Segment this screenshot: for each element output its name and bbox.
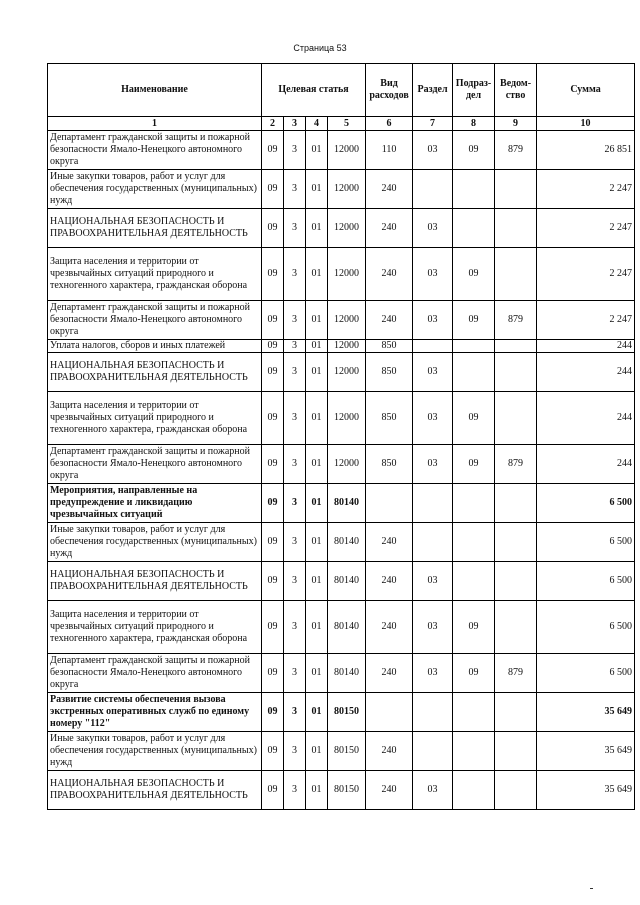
header-podrazdel: Подраз-дел [453, 64, 495, 117]
header-name: Наименование [48, 64, 262, 117]
target-part-1: 09 [262, 484, 284, 523]
target-part-2: 3 [284, 562, 306, 601]
table-row [48, 340, 635, 353]
col-number: 3 [284, 117, 306, 131]
target-part-3: 01 [306, 445, 328, 484]
target-part-1: 09 [262, 693, 284, 732]
table-row [48, 771, 635, 810]
row-name: Защита населения и территории от чрезвычайных ситуаций природного и техногенного характера, гражданская оборона [48, 248, 262, 301]
target-part-1: 09 [262, 445, 284, 484]
col-number: 2 [262, 117, 284, 131]
row-name: Иные закупки товаров, работ и услуг для обеспечения государственных (муниципальных) нужд [48, 523, 262, 562]
razdel-cell: 03 [413, 301, 453, 340]
col-number: 9 [495, 117, 537, 131]
summa-cell: 35 649 [537, 693, 635, 732]
target-part-3: 01 [306, 392, 328, 445]
row-name: НАЦИОНАЛЬНАЯ БЕЗОПАСНОСТЬ И ПРАВООХРАНИТЕЛЬНАЯ ДЕЯТЕЛЬНОСТЬ [48, 562, 262, 601]
row-name: НАЦИОНАЛЬНАЯ БЕЗОПАСНОСТЬ И ПРАВООХРАНИТЕЛЬНАЯ ДЕЯТЕЛЬНОСТЬ [48, 353, 262, 392]
vedomstvo-cell: 879 [495, 131, 537, 170]
vedomstvo-cell [495, 693, 537, 732]
table-row [48, 601, 635, 654]
razdel-cell [413, 732, 453, 771]
summa-cell: 6 500 [537, 654, 635, 693]
target-part-3: 01 [306, 248, 328, 301]
target-part-3: 01 [306, 209, 328, 248]
target-part-3: 01 [306, 353, 328, 392]
vid-cell: 850 [366, 445, 413, 484]
razdel-cell: 03 [413, 771, 453, 810]
podrazdel-cell [453, 523, 495, 562]
target-part-2: 3 [284, 353, 306, 392]
summa-cell: 6 500 [537, 523, 635, 562]
table-row [48, 131, 635, 170]
vid-cell: 240 [366, 732, 413, 771]
row-name: Защита населения и территории от чрезвычайных ситуаций природного и техногенного характера, гражданская оборона [48, 392, 262, 445]
vid-cell: 240 [366, 601, 413, 654]
razdel-cell: 03 [413, 654, 453, 693]
vedomstvo-cell [495, 392, 537, 445]
target-part-3: 01 [306, 601, 328, 654]
col-number: 7 [413, 117, 453, 131]
target-part-2: 3 [284, 693, 306, 732]
table-row [48, 445, 635, 484]
column-number-row [48, 117, 635, 131]
razdel-cell: 03 [413, 209, 453, 248]
vedomstvo-cell: 879 [495, 654, 537, 693]
podrazdel-cell [453, 170, 495, 209]
target-part-4: 12000 [328, 353, 366, 392]
podrazdel-cell [453, 353, 495, 392]
target-part-2: 3 [284, 523, 306, 562]
target-part-1: 09 [262, 353, 284, 392]
target-part-4: 12000 [328, 445, 366, 484]
summa-cell: 244 [537, 353, 635, 392]
header-summa: Сумма [537, 64, 635, 117]
razdel-cell: 03 [413, 392, 453, 445]
vid-cell [366, 484, 413, 523]
razdel-cell: 03 [413, 562, 453, 601]
vid-cell: 240 [366, 562, 413, 601]
vid-cell: 240 [366, 248, 413, 301]
target-part-2: 3 [284, 484, 306, 523]
row-name: Иные закупки товаров, работ и услуг для обеспечения государственных (муниципальных) нужд [48, 732, 262, 771]
vid-cell: 240 [366, 654, 413, 693]
target-part-2: 3 [284, 732, 306, 771]
budget-table [47, 63, 635, 810]
table-row [48, 301, 635, 340]
target-part-1: 09 [262, 523, 284, 562]
vedomstvo-cell [495, 248, 537, 301]
col-number: 6 [366, 117, 413, 131]
podrazdel-cell: 09 [453, 601, 495, 654]
vedomstvo-cell [495, 484, 537, 523]
table-row [48, 523, 635, 562]
target-part-3: 01 [306, 523, 328, 562]
podrazdel-cell [453, 732, 495, 771]
target-part-3: 01 [306, 484, 328, 523]
table-row [48, 693, 635, 732]
target-part-2: 3 [284, 340, 306, 353]
target-part-1: 09 [262, 301, 284, 340]
target-part-1: 09 [262, 654, 284, 693]
row-name: Департамент гражданской защиты и пожарной безопасности Ямало-Ненецкого автономного округа [48, 131, 262, 170]
table-row [48, 392, 635, 445]
row-name: Департамент гражданской защиты и пожарной безопасности Ямало-Ненецкого автономного округа [48, 654, 262, 693]
header-vedomstvo: Ведом-ство [495, 64, 537, 117]
row-name: Развитие системы обеспечения вызова экстренных оперативных служб по единому номеру "112" [48, 693, 262, 732]
summa-cell: 2 247 [537, 301, 635, 340]
razdel-cell: 03 [413, 353, 453, 392]
summa-cell: 26 851 [537, 131, 635, 170]
table-row [48, 209, 635, 248]
vid-cell: 240 [366, 771, 413, 810]
header-target: Целевая статья [262, 64, 366, 117]
podrazdel-cell [453, 771, 495, 810]
vedomstvo-cell [495, 771, 537, 810]
target-part-4: 12000 [328, 301, 366, 340]
target-part-3: 01 [306, 771, 328, 810]
header-razdel: Раздел [413, 64, 453, 117]
vid-cell: 240 [366, 523, 413, 562]
target-part-4: 80150 [328, 771, 366, 810]
vid-cell: 850 [366, 392, 413, 445]
target-part-1: 09 [262, 392, 284, 445]
vedomstvo-cell [495, 601, 537, 654]
target-part-2: 3 [284, 771, 306, 810]
row-name: НАЦИОНАЛЬНАЯ БЕЗОПАСНОСТЬ И ПРАВООХРАНИТЕЛЬНАЯ ДЕЯТЕЛЬНОСТЬ [48, 771, 262, 810]
target-part-3: 01 [306, 301, 328, 340]
target-part-4: 12000 [328, 248, 366, 301]
row-name: НАЦИОНАЛЬНАЯ БЕЗОПАСНОСТЬ И ПРАВООХРАНИТЕЛЬНАЯ ДЕЯТЕЛЬНОСТЬ [48, 209, 262, 248]
table-row [48, 484, 635, 523]
row-name: Мероприятия, направленные на предупреждение и ликвидацию чрезвычайных ситуаций [48, 484, 262, 523]
table-row [48, 562, 635, 601]
vid-cell: 240 [366, 170, 413, 209]
target-part-4: 80150 [328, 693, 366, 732]
razdel-cell [413, 340, 453, 353]
target-part-3: 01 [306, 131, 328, 170]
row-name: Иные закупки товаров, работ и услуг для обеспечения государственных (муниципальных) нужд [48, 170, 262, 209]
table-body [48, 131, 635, 810]
vedomstvo-cell [495, 353, 537, 392]
vid-cell: 850 [366, 340, 413, 353]
summa-cell: 6 500 [537, 562, 635, 601]
target-part-4: 80140 [328, 523, 366, 562]
target-part-2: 3 [284, 209, 306, 248]
podrazdel-cell: 09 [453, 654, 495, 693]
summa-cell: 244 [537, 340, 635, 353]
target-part-2: 3 [284, 601, 306, 654]
summa-cell: 35 649 [537, 771, 635, 810]
razdel-cell: 03 [413, 131, 453, 170]
razdel-cell: 03 [413, 445, 453, 484]
podrazdel-cell [453, 340, 495, 353]
target-part-2: 3 [284, 445, 306, 484]
summa-cell: 6 500 [537, 601, 635, 654]
razdel-cell [413, 170, 453, 209]
col-number: 4 [306, 117, 328, 131]
target-part-1: 09 [262, 732, 284, 771]
row-name: Защита населения и территории от чрезвычайных ситуаций природного и техногенного характера, гражданская оборона [48, 601, 262, 654]
summa-cell: 2 247 [537, 170, 635, 209]
target-part-4: 80140 [328, 562, 366, 601]
scan-mark [590, 888, 593, 889]
row-name: Уплата налогов, сборов и иных платежей [48, 340, 262, 353]
podrazdel-cell: 09 [453, 301, 495, 340]
razdel-cell: 03 [413, 601, 453, 654]
razdel-cell: 03 [413, 248, 453, 301]
vedomstvo-cell [495, 340, 537, 353]
row-name: Департамент гражданской защиты и пожарной безопасности Ямало-Ненецкого автономного округа [48, 301, 262, 340]
summa-cell: 2 247 [537, 209, 635, 248]
table-row [48, 248, 635, 301]
target-part-3: 01 [306, 562, 328, 601]
target-part-4: 12000 [328, 131, 366, 170]
vedomstvo-cell [495, 170, 537, 209]
target-part-1: 09 [262, 170, 284, 209]
vedomstvo-cell [495, 562, 537, 601]
table-row [48, 732, 635, 771]
vid-cell: 240 [366, 301, 413, 340]
target-part-3: 01 [306, 693, 328, 732]
target-part-4: 12000 [328, 340, 366, 353]
col-number: 5 [328, 117, 366, 131]
target-part-4: 80150 [328, 732, 366, 771]
target-part-2: 3 [284, 392, 306, 445]
target-part-1: 09 [262, 771, 284, 810]
table-row [48, 170, 635, 209]
vid-cell [366, 693, 413, 732]
header-row [48, 64, 635, 117]
vedomstvo-cell [495, 732, 537, 771]
target-part-4: 80140 [328, 484, 366, 523]
target-part-3: 01 [306, 170, 328, 209]
target-part-2: 3 [284, 170, 306, 209]
target-part-1: 09 [262, 248, 284, 301]
target-part-1: 09 [262, 131, 284, 170]
summa-cell: 244 [537, 445, 635, 484]
target-part-1: 09 [262, 601, 284, 654]
header-vid: Вид расходов [366, 64, 413, 117]
page-label: Страница 53 [293, 43, 347, 53]
podrazdel-cell [453, 693, 495, 732]
target-part-1: 09 [262, 562, 284, 601]
summa-cell: 6 500 [537, 484, 635, 523]
target-part-4: 12000 [328, 209, 366, 248]
vedomstvo-cell: 879 [495, 445, 537, 484]
col-number: 10 [537, 117, 635, 131]
vedomstvo-cell [495, 209, 537, 248]
target-part-3: 01 [306, 340, 328, 353]
vedomstvo-cell [495, 523, 537, 562]
target-part-4: 80140 [328, 654, 366, 693]
table-row [48, 353, 635, 392]
target-part-2: 3 [284, 654, 306, 693]
target-part-4: 12000 [328, 392, 366, 445]
razdel-cell [413, 484, 453, 523]
summa-cell: 2 247 [537, 248, 635, 301]
podrazdel-cell: 09 [453, 131, 495, 170]
podrazdel-cell: 09 [453, 392, 495, 445]
summa-cell: 35 649 [537, 732, 635, 771]
table-row [48, 654, 635, 693]
podrazdel-cell [453, 209, 495, 248]
vid-cell: 110 [366, 131, 413, 170]
target-part-3: 01 [306, 732, 328, 771]
target-part-2: 3 [284, 301, 306, 340]
podrazdel-cell [453, 484, 495, 523]
target-part-3: 01 [306, 654, 328, 693]
target-part-2: 3 [284, 248, 306, 301]
row-name: Департамент гражданской защиты и пожарной безопасности Ямало-Ненецкого автономного округа [48, 445, 262, 484]
target-part-1: 09 [262, 209, 284, 248]
col-number: 1 [48, 117, 262, 131]
vedomstvo-cell: 879 [495, 301, 537, 340]
target-part-4: 80140 [328, 601, 366, 654]
col-number: 8 [453, 117, 495, 131]
podrazdel-cell [453, 562, 495, 601]
podrazdel-cell: 09 [453, 445, 495, 484]
vid-cell: 240 [366, 209, 413, 248]
podrazdel-cell: 09 [453, 248, 495, 301]
razdel-cell [413, 693, 453, 732]
target-part-1: 09 [262, 340, 284, 353]
summa-cell: 244 [537, 392, 635, 445]
razdel-cell [413, 523, 453, 562]
vid-cell: 850 [366, 353, 413, 392]
target-part-4: 12000 [328, 170, 366, 209]
target-part-2: 3 [284, 131, 306, 170]
